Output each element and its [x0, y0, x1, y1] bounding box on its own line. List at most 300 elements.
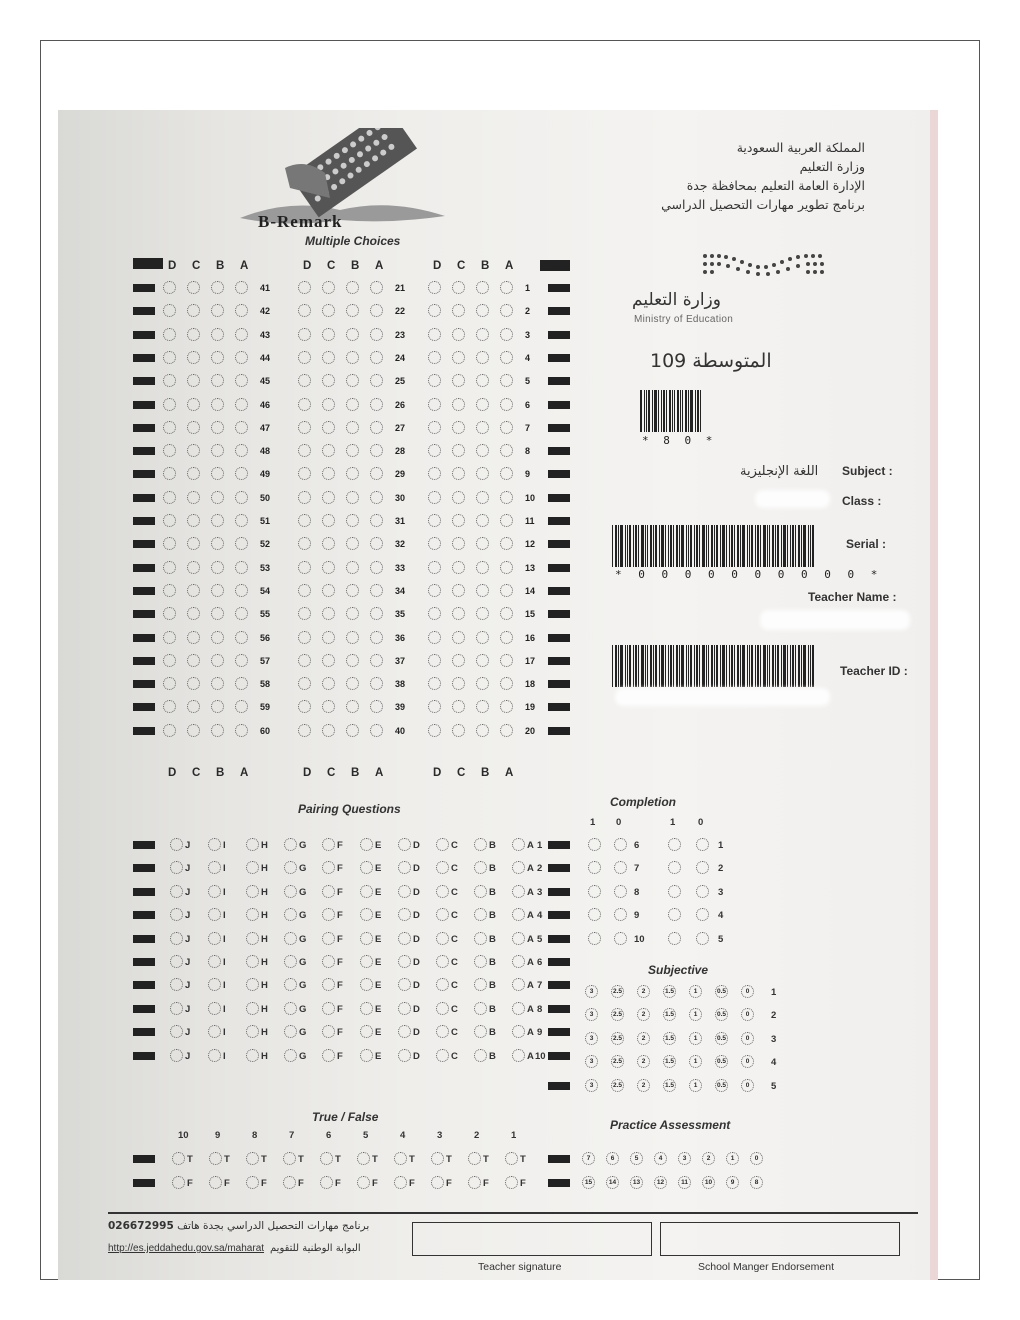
answer-bubble[interactable] [163, 724, 176, 737]
answer-bubble[interactable] [322, 677, 335, 690]
practice-bubble[interactable]: 7 [582, 1152, 595, 1165]
answer-bubble[interactable] [346, 398, 359, 411]
false-bubble[interactable] [283, 1176, 296, 1189]
answer-bubble[interactable] [370, 584, 383, 597]
answer-bubble[interactable] [428, 724, 441, 737]
subjective-bubble[interactable]: 3 [585, 1079, 598, 1092]
answer-bubble[interactable] [500, 677, 513, 690]
answer-bubble[interactable] [163, 631, 176, 644]
answer-bubble[interactable] [298, 677, 311, 690]
pairing-bubble[interactable] [208, 932, 221, 945]
subjective-bubble[interactable]: 0 [741, 1055, 754, 1068]
answer-bubble[interactable] [452, 491, 465, 504]
answer-bubble[interactable] [428, 654, 441, 667]
answer-bubble[interactable] [211, 677, 224, 690]
subjective-bubble[interactable]: 1 [689, 1055, 702, 1068]
pairing-bubble[interactable] [474, 838, 487, 851]
answer-bubble[interactable] [322, 724, 335, 737]
answer-bubble[interactable] [346, 444, 359, 457]
true-bubble[interactable] [283, 1152, 296, 1165]
true-bubble[interactable] [468, 1152, 481, 1165]
answer-bubble[interactable] [500, 724, 513, 737]
pairing-bubble[interactable] [170, 955, 183, 968]
answer-bubble[interactable] [187, 677, 200, 690]
answer-bubble[interactable] [370, 724, 383, 737]
pairing-bubble[interactable] [170, 885, 183, 898]
pairing-bubble[interactable] [360, 955, 373, 968]
completion-bubble[interactable] [696, 838, 709, 851]
answer-bubble[interactable] [476, 351, 489, 364]
pairing-bubble[interactable] [284, 885, 297, 898]
practice-bubble[interactable]: 11 [678, 1176, 691, 1189]
false-bubble[interactable] [431, 1176, 444, 1189]
subjective-bubble[interactable]: 0.5 [715, 1055, 728, 1068]
practice-bubble[interactable]: 3 [678, 1152, 691, 1165]
false-bubble[interactable] [505, 1176, 518, 1189]
answer-bubble[interactable] [187, 514, 200, 527]
answer-bubble[interactable] [163, 514, 176, 527]
answer-bubble[interactable] [235, 561, 248, 574]
answer-bubble[interactable] [163, 654, 176, 667]
subjective-bubble[interactable]: 2.5 [611, 985, 624, 998]
answer-bubble[interactable] [211, 351, 224, 364]
pairing-bubble[interactable] [322, 932, 335, 945]
pairing-bubble[interactable] [512, 1002, 525, 1015]
pairing-bubble[interactable] [284, 955, 297, 968]
true-bubble[interactable] [209, 1152, 222, 1165]
subjective-bubble[interactable]: 2 [637, 1032, 650, 1045]
answer-bubble[interactable] [476, 631, 489, 644]
answer-bubble[interactable] [235, 631, 248, 644]
completion-bubble[interactable] [696, 932, 709, 945]
answer-bubble[interactable] [187, 561, 200, 574]
answer-bubble[interactable] [187, 654, 200, 667]
practice-bubble[interactable]: 4 [654, 1152, 667, 1165]
answer-bubble[interactable] [476, 677, 489, 690]
completion-bubble[interactable] [668, 932, 681, 945]
answer-bubble[interactable] [500, 631, 513, 644]
answer-bubble[interactable] [211, 584, 224, 597]
practice-bubble[interactable]: 10 [702, 1176, 715, 1189]
answer-bubble[interactable] [163, 328, 176, 341]
answer-bubble[interactable] [452, 631, 465, 644]
answer-bubble[interactable] [428, 351, 441, 364]
practice-bubble[interactable]: 6 [606, 1152, 619, 1165]
true-bubble[interactable] [246, 1152, 259, 1165]
subjective-bubble[interactable]: 2.5 [611, 1079, 624, 1092]
subjective-bubble[interactable]: 2.5 [611, 1055, 624, 1068]
pairing-bubble[interactable] [474, 932, 487, 945]
answer-bubble[interactable] [452, 724, 465, 737]
answer-bubble[interactable] [235, 584, 248, 597]
answer-bubble[interactable] [298, 444, 311, 457]
pairing-bubble[interactable] [322, 885, 335, 898]
answer-bubble[interactable] [298, 561, 311, 574]
answer-bubble[interactable] [452, 281, 465, 294]
subjective-bubble[interactable]: 0 [741, 1008, 754, 1021]
completion-bubble[interactable] [668, 885, 681, 898]
completion-bubble[interactable] [614, 838, 627, 851]
subjective-bubble[interactable]: 1 [689, 1008, 702, 1021]
answer-bubble[interactable] [322, 561, 335, 574]
answer-bubble[interactable] [500, 491, 513, 504]
answer-bubble[interactable] [476, 444, 489, 457]
answer-bubble[interactable] [163, 444, 176, 457]
pairing-bubble[interactable] [246, 885, 259, 898]
subjective-bubble[interactable]: 1.5 [663, 1032, 676, 1045]
pairing-bubble[interactable] [170, 932, 183, 945]
pairing-bubble[interactable] [474, 885, 487, 898]
pairing-bubble[interactable] [170, 838, 183, 851]
pairing-bubble[interactable] [208, 1002, 221, 1015]
subjective-bubble[interactable]: 0.5 [715, 1032, 728, 1045]
answer-bubble[interactable] [476, 561, 489, 574]
answer-bubble[interactable] [346, 491, 359, 504]
answer-bubble[interactable] [370, 677, 383, 690]
pairing-bubble[interactable] [436, 1002, 449, 1015]
pairing-bubble[interactable] [436, 955, 449, 968]
true-bubble[interactable] [320, 1152, 333, 1165]
pairing-bubble[interactable] [284, 1002, 297, 1015]
subjective-bubble[interactable]: 1 [689, 985, 702, 998]
pairing-bubble[interactable] [208, 1049, 221, 1062]
answer-bubble[interactable] [428, 281, 441, 294]
answer-bubble[interactable] [370, 631, 383, 644]
answer-bubble[interactable] [428, 677, 441, 690]
answer-bubble[interactable] [322, 328, 335, 341]
pairing-bubble[interactable] [398, 1002, 411, 1015]
answer-bubble[interactable] [452, 444, 465, 457]
answer-bubble[interactable] [235, 654, 248, 667]
answer-bubble[interactable] [211, 491, 224, 504]
answer-bubble[interactable] [163, 491, 176, 504]
subjective-bubble[interactable]: 3 [585, 1008, 598, 1021]
subjective-bubble[interactable]: 1.5 [663, 1008, 676, 1021]
answer-bubble[interactable] [500, 444, 513, 457]
answer-bubble[interactable] [452, 398, 465, 411]
answer-bubble[interactable] [163, 351, 176, 364]
answer-bubble[interactable] [428, 561, 441, 574]
answer-bubble[interactable] [476, 724, 489, 737]
answer-bubble[interactable] [298, 654, 311, 667]
answer-bubble[interactable] [235, 514, 248, 527]
answer-bubble[interactable] [476, 281, 489, 294]
answer-bubble[interactable] [187, 398, 200, 411]
subjective-bubble[interactable]: 2.5 [611, 1008, 624, 1021]
answer-bubble[interactable] [322, 444, 335, 457]
manager-endorsement-box[interactable] [660, 1222, 900, 1256]
answer-bubble[interactable] [500, 584, 513, 597]
answer-bubble[interactable] [211, 631, 224, 644]
completion-bubble[interactable] [588, 838, 601, 851]
answer-bubble[interactable] [211, 421, 224, 434]
answer-bubble[interactable] [187, 724, 200, 737]
pairing-bubble[interactable] [512, 838, 525, 851]
answer-bubble[interactable] [163, 398, 176, 411]
answer-bubble[interactable] [346, 584, 359, 597]
pairing-bubble[interactable] [474, 1002, 487, 1015]
answer-bubble[interactable] [322, 421, 335, 434]
answer-bubble[interactable] [476, 584, 489, 597]
true-bubble[interactable] [172, 1152, 185, 1165]
answer-bubble[interactable] [163, 561, 176, 574]
answer-bubble[interactable] [428, 421, 441, 434]
pairing-bubble[interactable] [512, 1049, 525, 1062]
completion-bubble[interactable] [668, 838, 681, 851]
pairing-bubble[interactable] [360, 1049, 373, 1062]
subjective-bubble[interactable]: 1.5 [663, 1079, 676, 1092]
answer-bubble[interactable] [346, 514, 359, 527]
answer-bubble[interactable] [476, 328, 489, 341]
answer-bubble[interactable] [346, 561, 359, 574]
answer-bubble[interactable] [500, 281, 513, 294]
pairing-bubble[interactable] [246, 1002, 259, 1015]
pairing-bubble[interactable] [246, 838, 259, 851]
completion-bubble[interactable] [588, 885, 601, 898]
completion-bubble[interactable] [614, 932, 627, 945]
true-bubble[interactable] [394, 1152, 407, 1165]
answer-bubble[interactable] [476, 398, 489, 411]
answer-bubble[interactable] [211, 328, 224, 341]
answer-bubble[interactable] [370, 491, 383, 504]
answer-bubble[interactable] [428, 491, 441, 504]
pairing-bubble[interactable] [360, 932, 373, 945]
subjective-bubble[interactable]: 1.5 [663, 1055, 676, 1068]
subjective-bubble[interactable]: 2.5 [611, 1032, 624, 1045]
subjective-bubble[interactable]: 0.5 [715, 1079, 728, 1092]
pairing-bubble[interactable] [360, 838, 373, 851]
false-bubble[interactable] [172, 1176, 185, 1189]
answer-bubble[interactable] [452, 351, 465, 364]
true-bubble[interactable] [357, 1152, 370, 1165]
subjective-bubble[interactable]: 0.5 [715, 1008, 728, 1021]
answer-bubble[interactable] [298, 328, 311, 341]
answer-bubble[interactable] [322, 351, 335, 364]
pairing-bubble[interactable] [170, 1002, 183, 1015]
practice-bubble[interactable]: 15 [582, 1176, 595, 1189]
subjective-bubble[interactable]: 1 [689, 1079, 702, 1092]
answer-bubble[interactable] [370, 444, 383, 457]
answer-bubble[interactable] [187, 351, 200, 364]
answer-bubble[interactable] [235, 328, 248, 341]
subjective-bubble[interactable]: 1.5 [663, 985, 676, 998]
answer-bubble[interactable] [235, 421, 248, 434]
answer-bubble[interactable] [500, 561, 513, 574]
pairing-bubble[interactable] [322, 955, 335, 968]
pairing-bubble[interactable] [208, 885, 221, 898]
answer-bubble[interactable] [452, 654, 465, 667]
false-bubble[interactable] [357, 1176, 370, 1189]
false-bubble[interactable] [320, 1176, 333, 1189]
answer-bubble[interactable] [298, 631, 311, 644]
subjective-bubble[interactable]: 2 [637, 985, 650, 998]
pairing-bubble[interactable] [398, 838, 411, 851]
answer-bubble[interactable] [235, 724, 248, 737]
answer-bubble[interactable] [235, 281, 248, 294]
answer-bubble[interactable] [163, 677, 176, 690]
answer-bubble[interactable] [370, 328, 383, 341]
answer-bubble[interactable] [346, 351, 359, 364]
pairing-bubble[interactable] [436, 838, 449, 851]
pairing-bubble[interactable] [322, 1049, 335, 1062]
subjective-bubble[interactable]: 1 [689, 1032, 702, 1045]
practice-bubble[interactable]: 14 [606, 1176, 619, 1189]
answer-bubble[interactable] [211, 281, 224, 294]
pairing-bubble[interactable] [322, 1002, 335, 1015]
practice-bubble[interactable]: 13 [630, 1176, 643, 1189]
answer-bubble[interactable] [235, 444, 248, 457]
pairing-bubble[interactable] [360, 885, 373, 898]
answer-bubble[interactable] [346, 724, 359, 737]
answer-bubble[interactable] [428, 398, 441, 411]
answer-bubble[interactable] [370, 281, 383, 294]
answer-bubble[interactable] [428, 631, 441, 644]
answer-bubble[interactable] [452, 677, 465, 690]
pairing-bubble[interactable] [436, 1049, 449, 1062]
answer-bubble[interactable] [452, 421, 465, 434]
practice-bubble[interactable]: 2 [702, 1152, 715, 1165]
pairing-bubble[interactable] [398, 1049, 411, 1062]
answer-bubble[interactable] [298, 724, 311, 737]
answer-bubble[interactable] [500, 654, 513, 667]
answer-bubble[interactable] [187, 491, 200, 504]
answer-bubble[interactable] [187, 584, 200, 597]
practice-bubble[interactable]: 0 [750, 1152, 763, 1165]
subjective-bubble[interactable]: 2 [637, 1055, 650, 1068]
pairing-bubble[interactable] [398, 955, 411, 968]
answer-bubble[interactable] [346, 421, 359, 434]
pairing-bubble[interactable] [512, 955, 525, 968]
answer-bubble[interactable] [476, 491, 489, 504]
answer-bubble[interactable] [211, 654, 224, 667]
answer-bubble[interactable] [298, 281, 311, 294]
answer-bubble[interactable] [187, 444, 200, 457]
answer-bubble[interactable] [211, 514, 224, 527]
answer-bubble[interactable] [163, 421, 176, 434]
pairing-bubble[interactable] [512, 932, 525, 945]
answer-bubble[interactable] [298, 491, 311, 504]
answer-bubble[interactable] [428, 444, 441, 457]
answer-bubble[interactable] [235, 677, 248, 690]
pairing-bubble[interactable] [474, 1049, 487, 1062]
answer-bubble[interactable] [428, 514, 441, 527]
true-bubble[interactable] [505, 1152, 518, 1165]
false-bubble[interactable] [394, 1176, 407, 1189]
answer-bubble[interactable] [428, 584, 441, 597]
pairing-bubble[interactable] [284, 1049, 297, 1062]
subjective-bubble[interactable]: 3 [585, 1055, 598, 1068]
answer-bubble[interactable] [322, 584, 335, 597]
practice-bubble[interactable]: 1 [726, 1152, 739, 1165]
pairing-bubble[interactable] [436, 885, 449, 898]
answer-bubble[interactable] [163, 281, 176, 294]
answer-bubble[interactable] [500, 421, 513, 434]
answer-bubble[interactable] [322, 398, 335, 411]
pairing-bubble[interactable] [360, 1002, 373, 1015]
false-bubble[interactable] [246, 1176, 259, 1189]
answer-bubble[interactable] [428, 328, 441, 341]
false-bubble[interactable] [209, 1176, 222, 1189]
answer-bubble[interactable] [346, 677, 359, 690]
answer-bubble[interactable] [298, 351, 311, 364]
answer-bubble[interactable] [235, 491, 248, 504]
practice-bubble[interactable]: 5 [630, 1152, 643, 1165]
answer-bubble[interactable] [322, 654, 335, 667]
answer-bubble[interactable] [476, 514, 489, 527]
answer-bubble[interactable] [500, 514, 513, 527]
answer-bubble[interactable] [187, 631, 200, 644]
pairing-bubble[interactable] [246, 932, 259, 945]
answer-bubble[interactable] [370, 654, 383, 667]
subjective-bubble[interactable]: 3 [585, 1032, 598, 1045]
pairing-bubble[interactable] [170, 1049, 183, 1062]
answer-bubble[interactable] [322, 631, 335, 644]
answer-bubble[interactable] [370, 514, 383, 527]
completion-bubble[interactable] [696, 885, 709, 898]
practice-bubble[interactable]: 8 [750, 1176, 763, 1189]
pairing-bubble[interactable] [436, 932, 449, 945]
answer-bubble[interactable] [500, 351, 513, 364]
answer-bubble[interactable] [298, 584, 311, 597]
answer-bubble[interactable] [322, 281, 335, 294]
pairing-bubble[interactable] [246, 955, 259, 968]
answer-bubble[interactable] [370, 351, 383, 364]
footer-link[interactable]: http://es.jeddahedu.gov.sa/maharat [108, 1243, 265, 1254]
pairing-bubble[interactable] [398, 885, 411, 898]
answer-bubble[interactable] [370, 398, 383, 411]
answer-bubble[interactable] [346, 281, 359, 294]
answer-bubble[interactable] [187, 421, 200, 434]
practice-bubble[interactable]: 12 [654, 1176, 667, 1189]
pairing-bubble[interactable] [474, 955, 487, 968]
answer-bubble[interactable] [211, 724, 224, 737]
true-bubble[interactable] [431, 1152, 444, 1165]
teacher-signature-box[interactable] [412, 1222, 652, 1256]
completion-bubble[interactable] [588, 932, 601, 945]
pairing-bubble[interactable] [322, 838, 335, 851]
answer-bubble[interactable] [452, 328, 465, 341]
answer-bubble[interactable] [163, 584, 176, 597]
answer-bubble[interactable] [298, 514, 311, 527]
pairing-bubble[interactable] [284, 932, 297, 945]
answer-bubble[interactable] [298, 398, 311, 411]
answer-bubble[interactable] [370, 561, 383, 574]
answer-bubble[interactable] [476, 421, 489, 434]
answer-bubble[interactable] [211, 444, 224, 457]
answer-bubble[interactable] [346, 654, 359, 667]
answer-bubble[interactable] [452, 584, 465, 597]
false-bubble[interactable] [468, 1176, 481, 1189]
pairing-bubble[interactable] [284, 838, 297, 851]
answer-bubble[interactable] [322, 491, 335, 504]
answer-bubble[interactable] [452, 514, 465, 527]
answer-bubble[interactable] [476, 654, 489, 667]
answer-bubble[interactable] [370, 421, 383, 434]
answer-bubble[interactable] [452, 561, 465, 574]
answer-bubble[interactable] [187, 281, 200, 294]
answer-bubble[interactable] [187, 328, 200, 341]
pairing-bubble[interactable] [398, 932, 411, 945]
subjective-bubble[interactable]: 2 [637, 1079, 650, 1092]
answer-bubble[interactable] [211, 561, 224, 574]
subjective-bubble[interactable]: 0 [741, 985, 754, 998]
answer-bubble[interactable] [500, 398, 513, 411]
answer-bubble[interactable] [346, 328, 359, 341]
answer-bubble[interactable] [500, 328, 513, 341]
answer-bubble[interactable] [322, 514, 335, 527]
pairing-bubble[interactable] [246, 1049, 259, 1062]
answer-bubble[interactable] [298, 421, 311, 434]
